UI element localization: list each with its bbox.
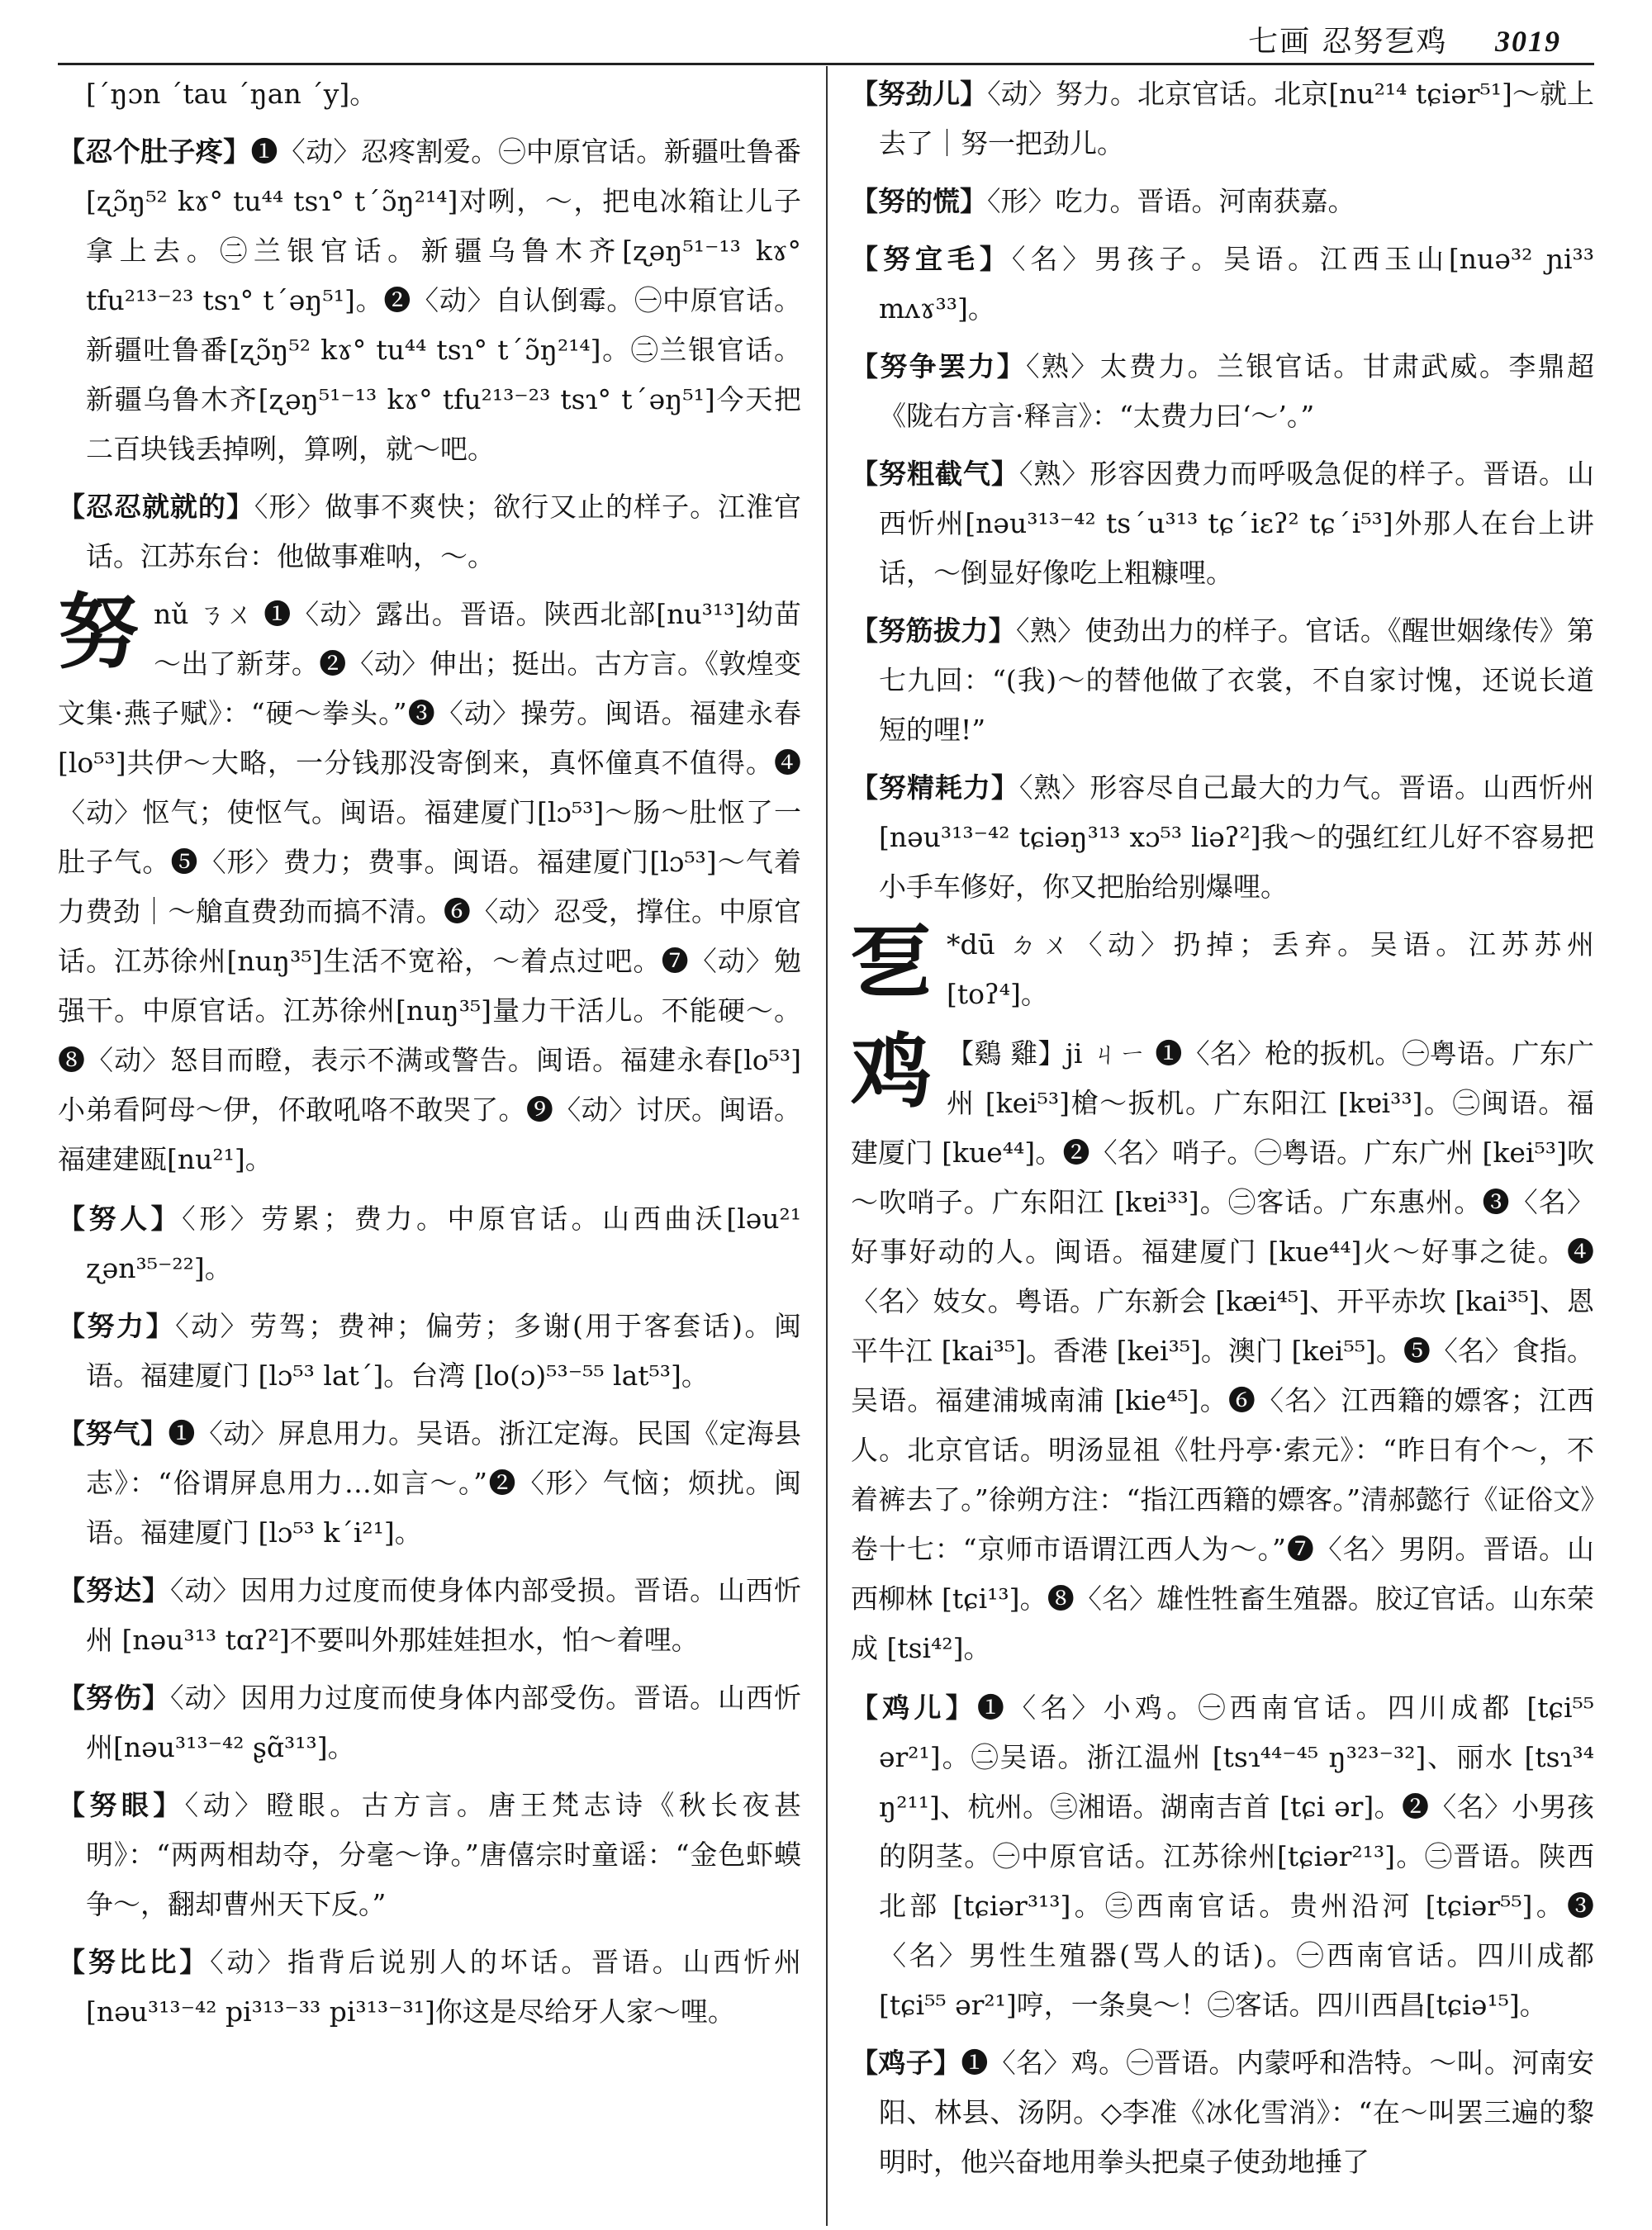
entry-headword: 【努气】: [58, 1417, 169, 1450]
entry-body: 〈形〉劳累；费力。中原官话。山西曲沃[ləu²¹ ʐən³⁵⁻²²]。: [86, 1203, 801, 1284]
entry-nuli: [58, 1302, 801, 1401]
entry-body: ❶〈动〉忍疼割爱。㊀中原官话。新疆吐鲁番[ʐɔ̃ŋ⁵² kɤ° tu⁴⁴ tsɿ° tˊɔ̃ŋ²¹⁴]对咧，～，把电冰箱让儿子拿上去。㊁兰银官话。新疆乌鲁木齐[ʐəŋ⁵¹⁻¹³ kɤ° tfu²¹³⁻²³ tsɿ° tˊəŋ⁵¹]。❷〈动〉自认倒霉。㊀中原官话。新疆吐鲁番[ʐɔ̃ŋ⁵² kɤ° tu⁴⁴ tsɿ° tˊɔ̃ŋ²¹⁴]。㊁兰银官话。新疆乌鲁木齐[ʐəŋ⁵¹⁻¹³ kɤ° tfu²¹³⁻²³ tsɿ° tˊəŋ⁵¹]今天把二百块钱丢掉咧，算咧，就～吧。: [86, 135, 801, 465]
entry-body: 〈动〉因用力过度而使身体内部受损。晋语。山西忻州 [nəu³¹³ tɑʔ²]不要叫外那娃娃担水，怕～着哩。: [86, 1574, 801, 1656]
entry-body: [ˊŋɔn ˊtau ˊŋan ˊy]。: [86, 78, 377, 110]
entry-nujinr: [851, 69, 1594, 168]
entry-nujing: [851, 763, 1594, 912]
entry-body: 〈动〉瞪眼。古方言。唐王梵志诗《秋长夜甚明》：“两两相劫夺，分毫～诤。”唐僖宗时童谣：“金色虾蟆争～，翻却曹州天下反。”: [86, 1789, 801, 1920]
entry-body: 〈熟〉太费力。兰银官话。甘肃武威。李鼎超《陇右方言·释言》：“太费力曰‘～’。”: [879, 350, 1594, 432]
entry-body: 〈动〉努力。北京官话。北京[nu²¹⁴ tɕiər⁵¹]～就上去了｜努一把劲儿。: [879, 78, 1594, 159]
entry-renge: [58, 127, 801, 474]
char-entry-nu: [58, 585, 801, 1184]
entry-headword: 【努人】: [58, 1203, 183, 1235]
head-character: 乭: [851, 915, 933, 1010]
entry-nudehuang: [851, 177, 1594, 226]
entry-headword: 【努精耗力】: [851, 771, 1019, 804]
char-entry-du: [851, 915, 1594, 1019]
entry-body: 〈熟〉使劲出力的样子。官话。《醒世姻缘传》第七九回：“(我)～的替他做了衣裳，不自家讨愧，还说长道短的哩!”: [879, 614, 1594, 746]
entry-jizi: [851, 2038, 1594, 2187]
head-character: 鸡: [851, 1024, 933, 1119]
header-rule: [58, 63, 1594, 65]
entry-body: ❶〈动〉屏息用力。吴语。浙江定海。民国《定海县志》：“俗谓屏息用力…如言～。”❷〈形〉气恼；烦扰。闽语。福建厦门 [lɔ⁵³ kˊi²¹]。: [86, 1417, 801, 1549]
page-number: 3019: [1495, 25, 1561, 58]
entry-headword: 【努伤】: [58, 1682, 170, 1714]
entry-nucu: [851, 449, 1594, 598]
entry-nushang: [58, 1673, 801, 1772]
entry-headword: 【努比比】: [58, 1946, 211, 1978]
entry-headword: 【努劲儿】: [851, 78, 988, 110]
entry-headword: 【鸡子】: [851, 2047, 961, 2079]
entry-nuda: [58, 1566, 801, 1665]
entry-body: 〈形〉做事不爽快；欲行又止的样子。江淮官话。江苏东台：他做事难呐，～。: [86, 491, 801, 572]
entry-headword: 【努争罢力】: [851, 350, 1027, 382]
entry-body: 〈动〉指背后说别人的坏话。晋语。山西忻州[nəu³¹³⁻⁴² pi³¹³⁻³³ pi³¹³⁻³¹]你这是尽给牙人家～哩。: [86, 1946, 801, 2028]
entry-headword: 【努粗截气】: [851, 458, 1019, 490]
right-column: [851, 69, 1594, 2225]
entry-body: 〈熟〉形容因费力而呼吸急促的样子。晋语。山西忻州[nəu³¹³⁻⁴² tsˊu³¹³ tɕˊiɛʔ² tɕˊi⁵³]外那人在台上讲话，～倒显好像吃上粗糠哩。: [879, 458, 1594, 589]
entry-headword: 【努的慌】: [851, 185, 987, 217]
entry-continuation: [58, 69, 801, 119]
column-divider: [826, 66, 828, 2226]
entry-body: 〈动〉因用力过度而使身体内部受伤。晋语。山西忻州[nəu³¹³⁻⁴² ʂɑ̃³¹³]。: [86, 1682, 801, 1763]
char-entry-body: 【鷄 雞】ji ㄐㄧ ❶〈名〉枪的扳机。㊀粤语。广东广州 [kei⁵³]槍～扳机。广东阳江 [kɐi³³]。㊁闽语。福建厦门 [kue⁴⁴]。❷〈名〉哨子。㊀粤语。广东广州 [kei⁵³]吹～吹哨子。广东阳江 [kɐi³³]。㊁客话。广东惠州。❸〈名〉好事好动的人。闽语。福建厦门 [kue⁴⁴]火～好事之徒。❹〈名〉妓女。粤语。广东新会 [kæi⁴⁵]、开平赤坎 [kai³⁵]、恩平牛江 [kai³⁵]。香港 [kei³⁵]。澳门 [kei⁵⁵]。❺〈名〉食指。吴语。福建浦城南浦 [kie⁴⁵]。❻〈名〉江西籍的嫖客；江西人。北京官话。明汤显祖《牡丹亭·索元》：“昨日有个～，不着裤去了。”徐朔方注：“指江西籍的嫖客。”清郝懿行《证俗文》卷十七：“京师市语谓江西人为～。”❼〈名〉男阴。晋语。山西柳林 [tɕi¹³]。❽〈名〉雄性牲畜生殖器。胶辽官话。山东荣成 [tsi⁴²]。: [851, 1037, 1594, 1664]
entry-headword: 【努达】: [58, 1574, 170, 1606]
char-entry-body: *dū ㄉㄨ〈动〉扔掉；丢弃。吴语。江苏苏州 [toʔ⁴]。: [947, 928, 1594, 1010]
page-header: [58, 18, 1594, 59]
entry-nuzheng: [851, 342, 1594, 441]
entry-nuqi: [58, 1409, 801, 1558]
entry-nuren: [58, 1194, 801, 1293]
entry-body: 〈动〉劳驾；费神；偏劳；多谢(用于客套话)。闽语。福建厦门 [lɔ⁵³ latˊ]。台湾 [lo(ɔ)⁵³⁻⁵⁵ lat⁵³]。: [86, 1310, 801, 1392]
header-label: 七画 忍努乭鸡: [1248, 25, 1448, 59]
left-column: [58, 69, 801, 2225]
entry-body: ❶〈名〉鸡。㊀晋语。内蒙呼和浩特。～叫。河南安阳、林县、汤阴。◇李准《冰化雪消》：“在～叫罢三遍的黎明时，他兴奋地用拳头把桌子使劲地捶了: [879, 2047, 1594, 2178]
entry-nujin: [851, 606, 1594, 755]
entry-headword: 【努宜毛】: [851, 243, 1012, 275]
entry-renren: [58, 482, 801, 581]
entry-headword: 【忍个肚子疼】: [58, 135, 251, 168]
char-entry-ji: [851, 1024, 1594, 1673]
entry-headword: 【努筋拔力】: [851, 614, 1016, 647]
entry-nuyimao: [851, 235, 1594, 334]
entry-body: ❶〈名〉小鸡。㊀西南官话。四川成都 [tɕi⁵⁵ ər²¹]。㊁吴语。浙江温州 [tsɿ⁴⁴⁻⁴⁵ ŋ³²³⁻³²]、丽水 [tsɿ³⁴ ŋ²¹¹]、杭州。㊂湘语。湖南吉首 [tɕi ər]。❷〈名〉小男孩的阴茎。㊀中原官话。江苏徐州[tɕiər²¹³]。㊁晋语。陕西北部 [tɕiər³¹³]。㊂西南官话。贵州沿河 [tɕiər⁵⁵]。❸〈名〉男性生殖器(骂人的话)。㊀西南官话。四川成都 [tɕi⁵⁵ ər²¹]哼，一条臭～！㊁客话。四川西昌[tɕiə¹⁵]。: [879, 1691, 1594, 2021]
head-character: 努: [58, 585, 140, 680]
entry-nuyan: [58, 1781, 801, 1929]
entry-headword: 【努力】: [58, 1310, 176, 1342]
entry-headword: 【鸡儿】: [851, 1691, 977, 1724]
entry-body: 〈名〉男孩子。吴语。江西玉山[nuə³² ɲi³³ mʌɤ³³]。: [879, 243, 1594, 325]
entry-body: 〈熟〉形容尽自己最大的力气。晋语。山西忻州[nəu³¹³⁻⁴² tɕiəŋ³¹³ xɔ⁵³ liəʔ²]我～的强红红儿好不容易把小手车修好，你又把胎给别爆哩。: [879, 771, 1594, 903]
entry-headword: 【努眼】: [58, 1789, 185, 1821]
char-entry-body: nǔ ㄋㄨ ❶〈动〉露出。晋语。陕西北部[nu³¹³]幼苗～出了新芽。❷〈动〉伸出；挺出。古方言。《敦煌变文集·燕子赋》：“硬～拳头。”❸〈动〉操劳。闽语。福建永春[lo⁵³]共伊～大略，一分钱那没寄倒来，真怀僮真不值得。❹〈动〉怄气；使怄气。闽语。福建厦门[lɔ⁵³]～肠～肚怄了一肚子气。❺〈形〉费力；费事。闽语。福建厦门[lɔ⁵³]～气着力费劲｜～艙直费劲而搞不清。❻〈动〉忍受，撑住。中原官话。江苏徐州[nuŋ³⁵]生活不宽裕，～着点过吧。❼〈动〉勉强干。中原官话。江苏徐州[nuŋ³⁵]量力干活儿。不能硬～。❽〈动〉怒目而瞪，表示不满或警告。闽语。福建永春[lo⁵³]小弟看阿母～伊，伓敢吼咯不敢哭了。❾〈动〉讨厌。闽语。福建建瓯[nu²¹]。: [58, 598, 801, 1175]
entry-headword: 【忍忍就就的】: [58, 491, 254, 523]
header-right: [1248, 18, 1561, 60]
entry-nubibi: [58, 1938, 801, 2037]
entry-jier: [851, 1683, 1594, 2030]
entry-body: 〈形〉吃力。晋语。河南获嘉。: [987, 185, 1355, 217]
